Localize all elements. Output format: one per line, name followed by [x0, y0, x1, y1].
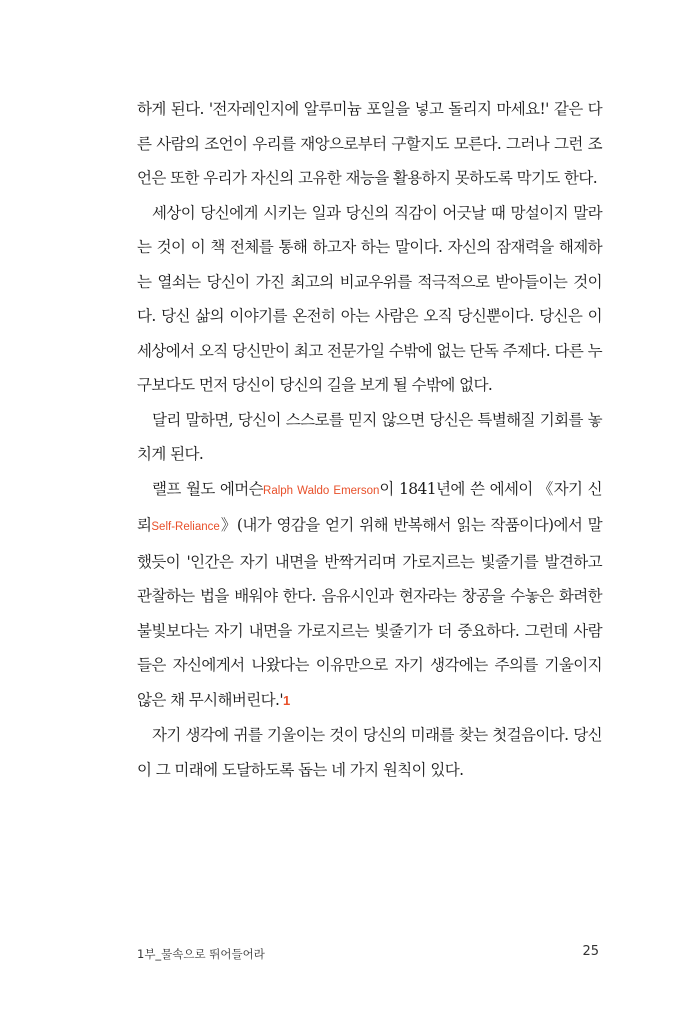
paragraph-text: 하게 된다. '전자레인지에 알루미늄 포일을 넣고 돌리지 마세요!' 같은 다른 사람의 조언이 우리를 재앙으로부터 구할지도 모른다. 그러나 그런 조언은 또한 우리가 자신의 고유한 재능을 활용하지 못하도록 막기도 한다.: [137, 100, 602, 187]
page-number: 25: [582, 944, 599, 959]
paragraph: [137, 403, 602, 472]
original-name-annotation: Self-Reliance: [151, 521, 220, 533]
paragraph: [137, 196, 602, 403]
paragraph-text: 이 1841년에 쓴 에세이 《자기 신뢰: [137, 479, 603, 534]
paragraph-text: 세상이 당신에게 시키는 일과 당신의 직감이 어긋날 때 망설이지 말라는 것이 이 책 전체를 통해 하고자 하는 말이다. 자신의 잠재력을 해제하는 열쇠는 당신이 가진 최고의 비교우위를 적극적으로 받아들이는 것이다. 당신 삶의 이야기를 온전히 아는 사람은 오직 당신뿐이다. 당신은 이 세상에서 오직 당신만이 최고 전문가일 수밖에 없는 단독 주제다. 다른 누구보다도 먼저 당신이 당신의 길을 보게 될 수밖에 없다.: [137, 203, 602, 394]
original-name-annotation: Ralph Waldo Emerson: [263, 484, 380, 497]
paragraph-text: 자기 생각에 귀를 기울이는 것이 당신의 미래를 찾는 첫걸음이다. 당신이 그 미래에 도달하도록 돕는 네 가지 원칙이 있다.: [137, 726, 602, 779]
paragraph-text: 랠프 월도 에머슨: [152, 479, 264, 498]
body-text: [137, 92, 602, 787]
paragraph-text: 달리 말하면, 당신이 스스로를 믿지 않으면 당신은 특별해질 기회를 놓치게 된다.: [137, 410, 602, 463]
paragraph: [137, 718, 602, 787]
footnote-marker: 1: [283, 692, 290, 708]
paragraph: [137, 92, 602, 196]
paragraph-text: 》(내가 영감을 얻기 위해 반복해서 읽는 작품이다)에서 말했듯이 '인간은 자기 내면을 반짝거리며 가로지르는 빛줄기를 발견하고 관찰하는 법을 배워야 한다. 음유시인과 현자라는 창공을 수놓은 화려한 불빛보다는 자기 내면을 가로지르는 빛줄기가 더 중요하다. 그런데 사람들은 자신에게서 나왔다는 이유만으로 자기 생각에는 주의를 기울이지 않은 채 무시해버린다.': [137, 516, 602, 709]
paragraph: [137, 472, 602, 719]
running-footer-chapter: 1부_물속으로 뛰어들어라: [137, 947, 265, 961]
